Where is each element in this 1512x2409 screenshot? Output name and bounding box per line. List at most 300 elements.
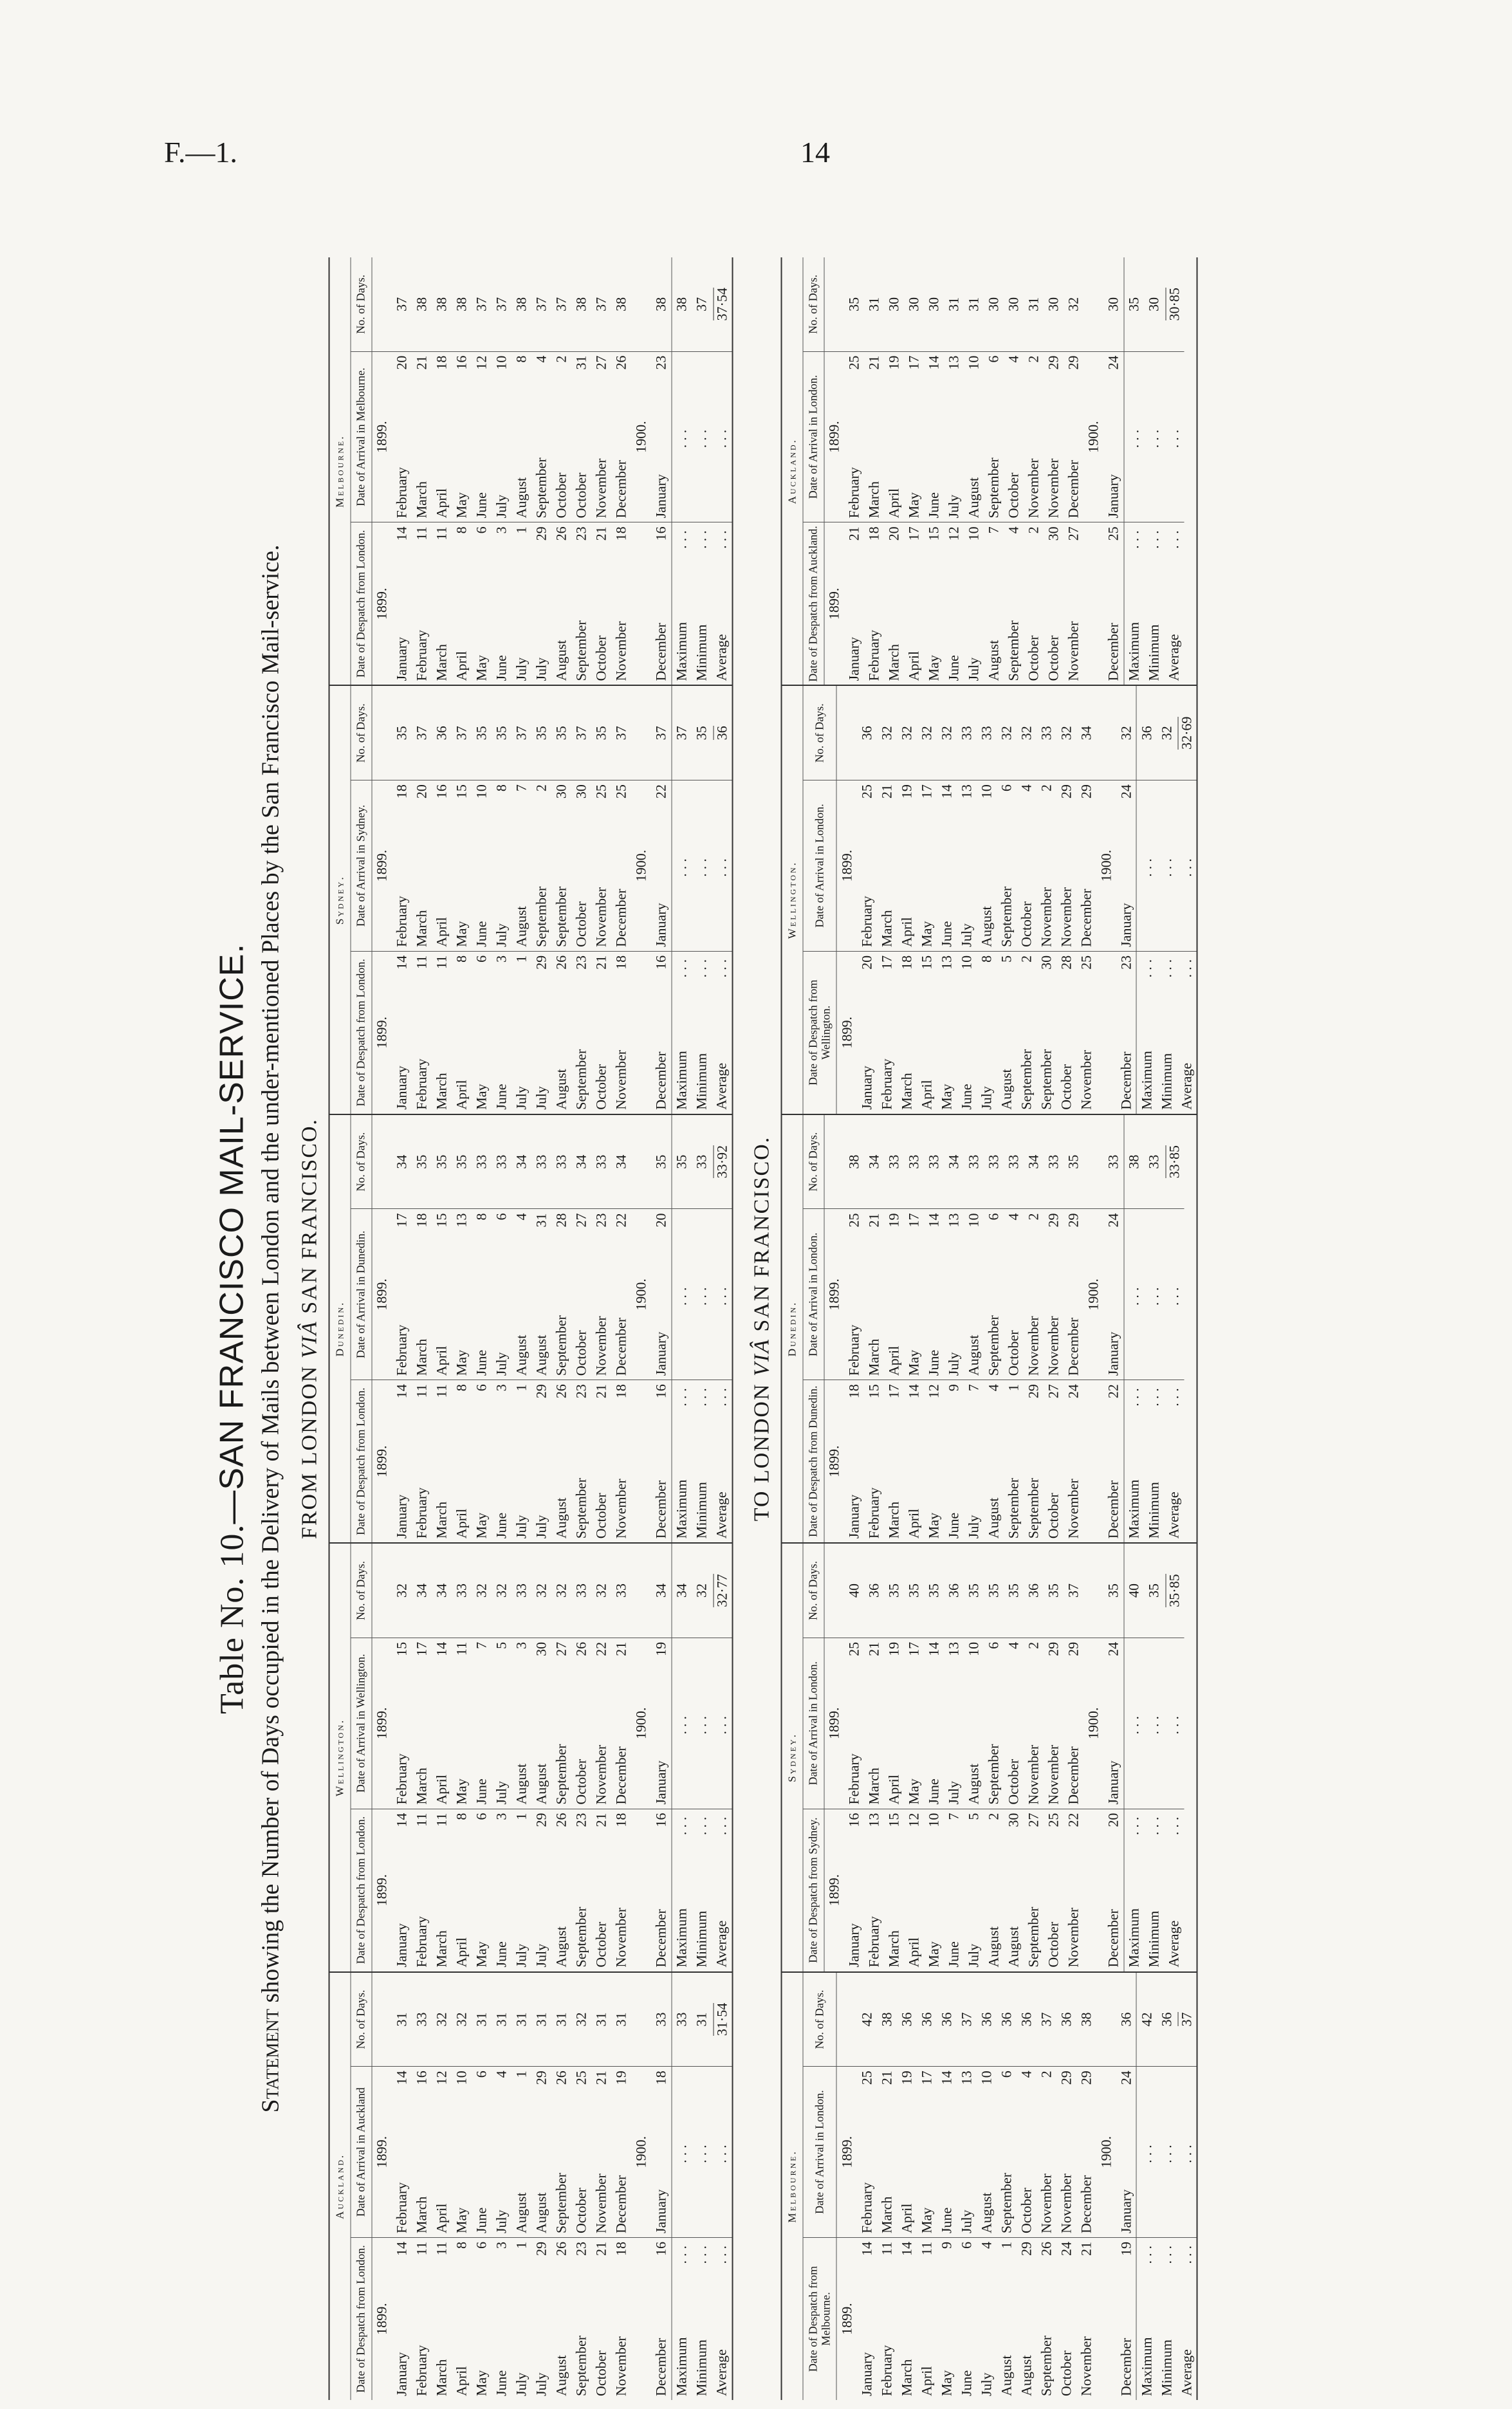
stat-value: 37 [1178, 2011, 1195, 2026]
day: 19 [885, 1212, 902, 1227]
month: August [533, 2192, 549, 2233]
month: January [652, 902, 669, 947]
arrival-date [1056, 780, 1076, 951]
stat-label: Minimum ... [692, 2237, 712, 2399]
arrival-date [611, 351, 631, 522]
days-count: 33 [593, 1154, 609, 1169]
empty-cell [371, 1114, 392, 1208]
days-count: 31 [533, 2011, 549, 2026]
month: May [473, 1512, 490, 1538]
month: September [553, 886, 569, 947]
day: 21 [593, 1813, 609, 1827]
stat-row-average [712, 686, 732, 1113]
month: April [433, 1345, 450, 1376]
empty-cell [1096, 1972, 1116, 2066]
month: May [473, 1083, 490, 1110]
year-cell: 1899. [836, 780, 857, 951]
despatch-date [432, 522, 452, 684]
table-block-sydney [329, 685, 732, 1113]
despatch-date [392, 2237, 412, 2399]
despatch-date [976, 951, 996, 1113]
day: 29 [1057, 784, 1074, 798]
stat-row-average [712, 257, 732, 684]
despatch-date [392, 1380, 412, 1542]
month: October [1045, 1921, 1062, 1968]
day: 6 [473, 955, 490, 963]
days-count: 37 [652, 725, 669, 740]
year-cell: 1899. [371, 1638, 392, 1809]
day: 14 [898, 2241, 914, 2256]
days-count: 35 [533, 725, 549, 740]
stat-row-maximum [1136, 1972, 1157, 2399]
year-cell: 1899. [371, 1380, 392, 1542]
stat-dots: ... [692, 780, 712, 951]
day: 14 [433, 1641, 450, 1656]
month: December [1065, 1746, 1082, 1805]
arrival-date [1103, 351, 1124, 522]
arrival-date [651, 780, 672, 951]
table-row [904, 257, 924, 684]
year-row [631, 1114, 651, 1542]
days-count: 38 [573, 297, 589, 311]
block-heading: Melbourne. [329, 257, 351, 684]
day: 31 [573, 355, 589, 370]
month: September [1005, 1477, 1022, 1538]
day: 17 [917, 784, 934, 798]
month: May [453, 2207, 470, 2233]
day: 17 [885, 1383, 902, 1398]
days-count: 32 [533, 1583, 549, 1598]
day: 27 [573, 1212, 589, 1227]
day: 27 [1065, 526, 1082, 540]
stat-value: 30·85 [1165, 287, 1182, 320]
empty-cell [631, 1972, 651, 2066]
month: November [593, 458, 609, 518]
empty-cell [631, 522, 651, 684]
arrival-date [651, 1638, 672, 1809]
month: February [865, 629, 882, 681]
day: 21 [593, 2070, 609, 2085]
year-cell: 1900. [631, 351, 651, 522]
arrival-date [924, 351, 944, 522]
days-count: 35 [985, 1583, 1002, 1598]
stat-label: Average ... [1164, 522, 1184, 684]
arrival-date [956, 2066, 976, 2237]
stat-value: 35 [1123, 257, 1144, 351]
days-header: No. of Days. [803, 1972, 836, 2066]
month: March [898, 1072, 914, 1110]
days-count: 32 [878, 725, 894, 740]
day: 14 [393, 955, 410, 970]
month: July [493, 2209, 510, 2233]
despatch-date [904, 1809, 924, 1971]
day: 21 [413, 355, 430, 370]
day: 2 [1037, 2070, 1054, 2078]
month: October [1017, 2187, 1034, 2233]
month: May [473, 654, 490, 681]
stat-row-maximum [1123, 1544, 1144, 1971]
despatch-header: Date of Despatch from Auckland. [803, 522, 824, 684]
empty-cell [371, 257, 392, 351]
table-row [472, 1544, 492, 1971]
despatch-date [1044, 1809, 1064, 1971]
days-count: 30 [1045, 297, 1062, 311]
days-count: 33 [977, 725, 994, 740]
day: 30 [1037, 955, 1054, 970]
despatch-date [591, 1380, 611, 1542]
stat-dots: ... [671, 780, 692, 951]
despatch-date [1004, 1809, 1024, 1971]
despatch-date [844, 522, 864, 684]
day: 17 [917, 2070, 934, 2085]
despatch-date [1064, 522, 1083, 684]
days-count: 35 [453, 1154, 470, 1169]
day: 15 [885, 1813, 902, 1827]
despatch-date [591, 2237, 611, 2399]
table-row [571, 1114, 591, 1542]
month: January [858, 1065, 874, 1110]
days-count: 37 [453, 725, 470, 740]
despatch-date [412, 2237, 432, 2399]
table-row [472, 1972, 492, 2399]
header-row [803, 257, 824, 684]
arrival-date [984, 1638, 1004, 1809]
day: 24 [1117, 784, 1134, 798]
table-row [924, 1114, 944, 1542]
stat-dots: ... [1136, 2066, 1157, 2237]
table-block-melbourne [329, 257, 732, 684]
arrival-date [472, 1638, 492, 1809]
arrival-date [611, 780, 631, 951]
days-count: 33 [573, 1583, 589, 1598]
month: March [878, 2196, 894, 2233]
month: September [1037, 1049, 1054, 1110]
month: September [573, 1906, 589, 1968]
despatch-date [876, 951, 896, 1113]
year-row [836, 686, 857, 1113]
stat-row-maximum [671, 686, 692, 1113]
year-cell: 1899. [836, 2237, 857, 2399]
despatch-date [412, 1380, 432, 1542]
day: 18 [393, 784, 410, 798]
arrival-date [884, 1208, 904, 1380]
arrival-date [876, 780, 896, 951]
arrival-date [1004, 1208, 1024, 1380]
month: December [1077, 2175, 1094, 2233]
stat-dots: ... [712, 780, 732, 951]
month: November [613, 1478, 629, 1538]
month: December [613, 1746, 629, 1805]
day: 18 [845, 1383, 862, 1398]
day: 10 [965, 1641, 982, 1656]
year-cell: 1900. [1096, 2066, 1116, 2237]
table-row [611, 686, 631, 1113]
day: 25 [845, 1641, 862, 1656]
days-count: 36 [1117, 2011, 1134, 2026]
block-heading: Wellington. [782, 686, 803, 1113]
day: 17 [905, 355, 922, 370]
arrival-date [512, 2066, 531, 2237]
days-count: 33 [905, 1154, 922, 1169]
month: December [1065, 1317, 1082, 1376]
days-count: 33 [1105, 1154, 1121, 1169]
month: January [393, 636, 410, 681]
despatch-date [996, 951, 1016, 1113]
day: 25 [845, 355, 862, 370]
header-row [351, 257, 371, 684]
stat-dots: ... [1123, 1638, 1144, 1809]
day: 17 [393, 1212, 410, 1227]
stat-dots: ... [1176, 780, 1196, 951]
table-row [944, 257, 964, 684]
month: April [917, 2366, 934, 2396]
day: 22 [652, 784, 669, 798]
arrival-header: Date of Arrival in Sydney. [351, 780, 371, 951]
month: April [433, 2203, 450, 2233]
days-header: No. of Days. [351, 1114, 371, 1208]
empty-cell [371, 686, 392, 780]
despatch-date [611, 951, 631, 1113]
day: 10 [965, 355, 982, 370]
stat-row-maximum [1123, 257, 1144, 684]
day: 29 [533, 1383, 549, 1398]
despatch-date [551, 2237, 571, 2399]
month: July [513, 2372, 530, 2396]
day: 11 [413, 1383, 430, 1398]
day: 11 [878, 2241, 894, 2255]
despatch-date [964, 1809, 984, 1971]
empty-cell [1083, 1114, 1103, 1208]
day: 26 [613, 355, 629, 370]
month: June [925, 1778, 942, 1805]
month: December [652, 2338, 669, 2396]
stat-row-minimum [1144, 1114, 1164, 1542]
table-row [452, 1114, 472, 1542]
despatch-date [452, 522, 472, 684]
empty-cell [836, 1972, 857, 2066]
year-cell: 1899. [836, 951, 857, 1113]
year-cell: 1899. [371, 1208, 392, 1380]
days-count: 34 [393, 1154, 410, 1169]
month: September [985, 1315, 1002, 1376]
month: July [945, 1780, 962, 1805]
days-count: 34 [613, 1154, 629, 1169]
stat-label: Average ... [712, 951, 732, 1113]
despatch-date [904, 522, 924, 684]
days-header: No. of Days. [351, 1972, 371, 2066]
despatch-date [571, 522, 591, 684]
arrival-date [964, 1638, 984, 1809]
day: 4 [1017, 784, 1034, 791]
despatch-date [571, 2237, 591, 2399]
stat-dots: ... [671, 1638, 692, 1809]
day: 18 [413, 1212, 430, 1227]
days-header: No. of Days. [803, 1544, 824, 1638]
month: June [945, 654, 962, 681]
month: March [878, 909, 894, 947]
year-cell: 1899. [371, 951, 392, 1113]
arrival-date [1064, 1208, 1083, 1380]
despatch-date [452, 1809, 472, 1971]
month: November [1077, 1049, 1094, 1110]
despatch-date [412, 522, 432, 684]
month: November [613, 621, 629, 681]
month: July [965, 1515, 982, 1538]
despatch-date [884, 1809, 904, 1971]
month: December [1105, 1908, 1121, 1968]
despatch-date [512, 2237, 531, 2399]
arrival-date [896, 2066, 916, 2237]
day: 12 [473, 355, 490, 370]
mail-table [803, 1544, 1184, 1971]
month: March [433, 1930, 450, 1968]
month: April [453, 651, 470, 681]
month: September [1005, 620, 1022, 681]
month: November [1025, 1315, 1042, 1376]
stat-row-average [1176, 686, 1196, 1113]
day: 4 [533, 355, 549, 363]
month: July [945, 494, 962, 518]
day: 29 [533, 526, 549, 540]
arrival-date [1004, 1638, 1024, 1809]
arrival-date [1064, 1638, 1083, 1809]
month: January [1105, 1760, 1121, 1805]
table-row [984, 1114, 1004, 1542]
day: 1 [513, 955, 530, 963]
despatch-date [472, 1809, 492, 1971]
month: April [433, 488, 450, 518]
stat-row-average [1164, 1544, 1184, 1971]
day: 13 [453, 1212, 470, 1227]
month: October [1005, 472, 1022, 518]
month: April [433, 1774, 450, 1805]
table-row [571, 1972, 591, 2399]
stat-value: 32 [693, 1583, 710, 1598]
arrival-date [432, 780, 452, 951]
table-row [1103, 1544, 1124, 1971]
year-row [371, 1114, 392, 1542]
day: 2 [553, 355, 569, 363]
arrival-date [392, 780, 412, 951]
stat-value: 35 [1145, 1583, 1162, 1598]
despatch-date [996, 2237, 1016, 2399]
arrival-date [412, 1208, 432, 1380]
month: February [393, 2182, 410, 2233]
month: April [905, 651, 922, 681]
empty-cell [1096, 686, 1116, 780]
month: June [493, 1512, 510, 1538]
month: January [393, 1494, 410, 1538]
arrival-date [1016, 2066, 1036, 2237]
table-row [936, 1972, 956, 2399]
table-row [551, 1972, 571, 2399]
despatch-date [924, 522, 944, 684]
stat-row-minimum [692, 1972, 712, 2399]
arrival-date [1036, 780, 1056, 951]
table-row [1004, 257, 1024, 684]
day: 1 [513, 2241, 530, 2249]
month: April [905, 1937, 922, 1968]
table-row [1056, 686, 1076, 1113]
table-row [1103, 1114, 1124, 1542]
days-count: 33 [1045, 1154, 1062, 1169]
day: 21 [845, 526, 862, 540]
despatch-date [1004, 522, 1024, 684]
day: 25 [858, 784, 874, 798]
arrival-date [551, 351, 571, 522]
table-name: SAN FRANCISCO MAIL-SERVICE. [213, 943, 250, 1490]
month: August [997, 2354, 1014, 2396]
day: 11 [433, 526, 450, 540]
block-heading: Auckland. [782, 257, 803, 684]
arrival-header: Date of Arrival in Dunedin. [351, 1208, 371, 1380]
month: May [473, 1941, 490, 1968]
days-count: 37 [573, 725, 589, 740]
days-count: 33 [553, 1154, 569, 1169]
day: 23 [573, 955, 589, 970]
days-count: 34 [433, 1583, 450, 1598]
days-count: 36 [1017, 2011, 1034, 2026]
table-row [896, 1972, 916, 2399]
stat-row-average [712, 1544, 732, 1971]
table-row [651, 1972, 672, 2399]
month: August [965, 1763, 982, 1805]
header-row [803, 1114, 824, 1542]
year-cell: 1900. [631, 1638, 651, 1809]
table-row [591, 1972, 611, 2399]
day: 17 [905, 1212, 922, 1227]
stat-dots: ... [1144, 351, 1164, 522]
stat-row-minimum [692, 1544, 712, 1971]
table-row [1036, 1972, 1056, 2399]
arrival-date [571, 351, 591, 522]
month: September [533, 886, 549, 947]
day: 14 [393, 526, 410, 540]
month: June [473, 492, 490, 518]
despatch-date [392, 522, 412, 684]
month: July [977, 1085, 994, 1110]
despatch-header: Date of Despatch from London. [351, 1809, 371, 1971]
arrival-date [611, 1638, 631, 1809]
despatch-date [1103, 1380, 1124, 1542]
day: 4 [1017, 2070, 1034, 2078]
month: June [473, 2207, 490, 2233]
day: 4 [1005, 526, 1022, 533]
day: 4 [513, 1212, 530, 1220]
despatch-date [452, 951, 472, 1113]
day: 25 [593, 784, 609, 798]
day: 1 [513, 1813, 530, 1820]
page-number: 14 [800, 136, 830, 169]
stat-value: 37·54 [713, 287, 730, 320]
year-cell: 1899. [371, 2066, 392, 2237]
arrival-date [896, 780, 916, 951]
month: January [845, 1923, 862, 1968]
table-row [944, 1544, 964, 1971]
month: July [513, 657, 530, 681]
month: July [513, 1515, 530, 1538]
day: 15 [865, 1383, 882, 1398]
day: 26 [573, 1641, 589, 1656]
days-count: 30 [905, 297, 922, 311]
month: October [593, 1064, 609, 1110]
days-count: 31 [945, 297, 962, 311]
month: December [1117, 1051, 1134, 1110]
days-count: 35 [413, 1154, 430, 1169]
year-cell: 1899. [371, 351, 392, 522]
arrival-date [432, 351, 452, 522]
day: 12 [945, 526, 962, 540]
